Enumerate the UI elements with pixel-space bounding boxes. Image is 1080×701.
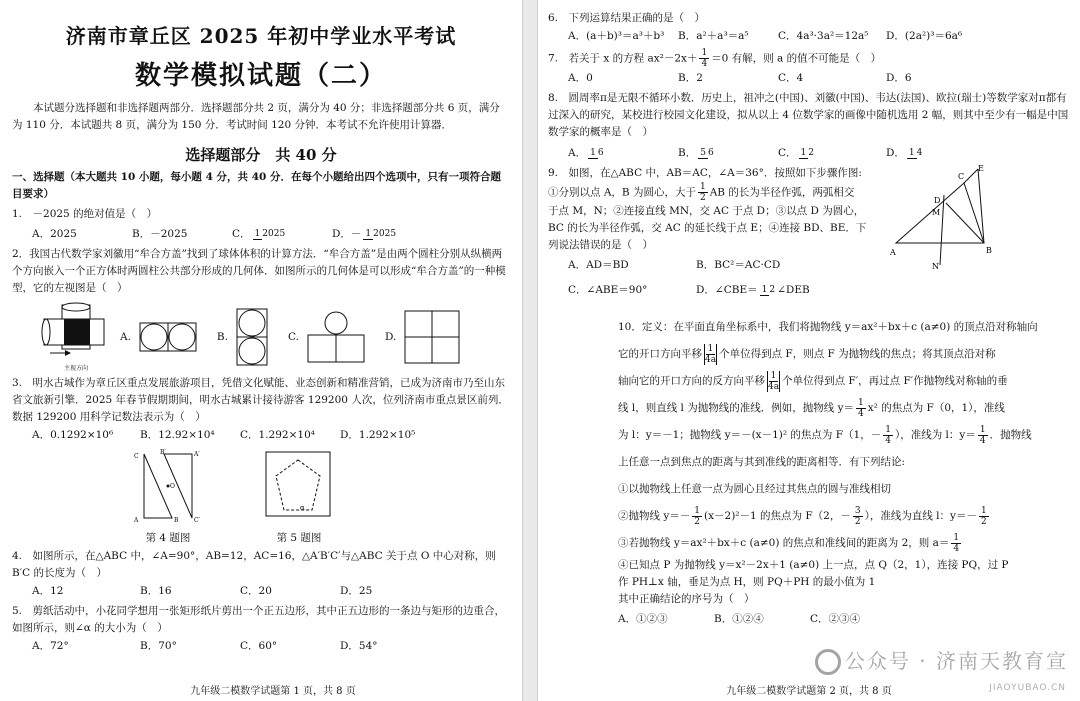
- q5-options: [12, 637, 510, 655]
- q10-conclusion-1: ①以抛物线上任意一点为圆心且经过其焦点的圆与准线相切: [618, 483, 891, 495]
- q10-block: [618, 314, 1070, 628]
- page1-footer: 九年级二模数学试题第 1 页，共 8 页: [190, 686, 356, 697]
- q2-label-c: C.: [287, 330, 299, 343]
- svg-text:M: M: [932, 208, 941, 217]
- svg-text:A: A: [890, 248, 896, 257]
- q9-option-a: A．AD＝BD: [568, 259, 629, 271]
- q4-option-a: A．12: [32, 585, 64, 597]
- q6-stem: 6. 下列运算结果正确的是（ ）: [548, 12, 706, 24]
- svg-text:D: D: [934, 196, 941, 205]
- svg-text:α: α: [300, 504, 305, 512]
- q2-option-c-figure: [307, 311, 365, 363]
- q6-option-d: D．(2a²)³＝6a⁶: [886, 30, 963, 42]
- q10-option-c: C．②③④: [810, 613, 861, 625]
- svg-text:B: B: [986, 246, 992, 255]
- exam-page-2: [538, 0, 1080, 701]
- q4-q5-figures: [12, 448, 510, 545]
- page-gutter: [522, 0, 538, 701]
- q2-label-a: A.: [120, 330, 131, 343]
- exam-subtitle: 数学模拟试题（二）: [134, 61, 387, 91]
- svg-text:E: E: [978, 165, 984, 173]
- q1-option-b: B．－2025: [132, 228, 188, 240]
- q1-option-a: A．2025: [32, 228, 77, 240]
- q8-option-c: C． 1 2: [778, 147, 815, 159]
- q3-option-b: B．12.92×10⁴: [140, 429, 215, 441]
- q10-line2: 它的开口方向平移 $\frac{1}{4a}$ 个单位得到点 F，则点 F 为抛物线的焦点；将其顶点沿对称: [618, 343, 996, 365]
- q2-model-figure: [40, 301, 112, 372]
- fig5-pentagon-diagram: [264, 448, 334, 526]
- fig4-caption: 第 4 题图: [145, 532, 191, 544]
- q3-option-d: D．1.292×10⁵: [340, 429, 416, 441]
- q9-options-2: [548, 278, 1070, 302]
- q6-options: [568, 27, 1070, 45]
- q6-option-b: B．a²＋a³＝a⁵: [678, 30, 749, 42]
- q4-stem: 4. 如图所示，在△ABC 中，∠A=90°，AB=12，AC=16，△A′B′C′与△ABC 关于点 O 中心对称，则 B′C 的长度为（ ）: [12, 550, 496, 579]
- svg-text:C′: C′: [194, 517, 200, 524]
- svg-text:B: B: [174, 517, 179, 524]
- view-direction-label: 主视方向: [63, 365, 88, 372]
- q7-option-a: A．0: [568, 72, 593, 84]
- wechat-logo-icon: [815, 649, 841, 675]
- q1-stem: 1. －2025 的绝对值是（ ）: [12, 208, 158, 220]
- q10-line6: 上任意一点到焦点的距离与其到准线的距离相等．有下列结论:: [618, 456, 906, 468]
- q10-line1: 10．定义：在平面直角坐标系中，我们将抛物线 y＝ax²＋bx＋c (a≠0) 的顶点沿对称轴向: [618, 321, 1038, 333]
- q2-label-d: D.: [384, 330, 397, 343]
- q10-options: [618, 610, 1070, 628]
- mouhe-model-diagram: [40, 301, 112, 363]
- q1-options: [12, 225, 510, 243]
- q2-option-a-figure: [139, 322, 197, 352]
- q7-option-c: C．4: [778, 72, 804, 84]
- svg-text:N: N: [932, 262, 939, 271]
- q9-block: [548, 165, 1070, 302]
- q5-option-c: C．60°: [240, 640, 278, 652]
- q7-option-b: B．2: [678, 72, 703, 84]
- q7-option-d: D．6: [886, 72, 912, 84]
- q6-option-a: A．(a＋b)³＝a³＋b³: [568, 30, 665, 42]
- q7-stem: 7. 若关于 x 的方程 ax²－2x＋ $\frac{1}{4}$ ＝0 有解，则 a 的值不可能是（ ）: [548, 48, 882, 69]
- q3-option-c: C．1.292×10⁴: [240, 429, 315, 441]
- q5-stem: 5. 剪纸活动中，小花同学想用一张矩形纸片剪出一个正五边形，其中正五边形的一条边与矩形的边重合，如图所示，则∠α 的大小为（ ）: [12, 605, 506, 634]
- q7-options: [568, 69, 1070, 87]
- fig4: [132, 448, 204, 545]
- q10-conclusion-4: ④已知点 P 为抛物线 y＝x²－2x＋1 (a≠0) 上一点，点 Q（2，1），连接 PQ，过 P 作 PH⊥x 轴，垂足为点 H，则 PQ＋PH 的最小值为 1 其中正确结论的序号为（ ）: [618, 559, 1009, 605]
- q10-option-a: A．①②③: [618, 613, 668, 625]
- q9-option-b: B．BC²＝AC·CD: [696, 259, 781, 271]
- part-heading: 一、选择题（本大题共 10 小题，每小题 4 分，共 40 分．在每个小题给出四个选项中，只有一项符合题目要求）: [12, 171, 501, 200]
- fig5-caption: 第 5 题图: [276, 532, 322, 544]
- exam-title: 济南市章丘区 2025 年初中学业水平考试: [65, 24, 457, 48]
- svg-text:C: C: [958, 172, 965, 181]
- exam-page-1: [0, 0, 522, 701]
- q10-conclusion-3: ③若抛物线 y＝ax²＋bx＋c (a≠0) 的焦点和准线间的距离为 2，则 a＝ $\frac{1}{4}$: [618, 532, 960, 554]
- q9-triangle-diagram: [888, 165, 998, 275]
- q6-option-c: C．4a³·3a²＝12a⁵: [778, 30, 869, 42]
- q1-option-d: D．－ 1 2025: [332, 228, 397, 240]
- q10-conclusion-2: ②抛物线 y＝－ $\frac{1}{2}$ (x－2)²－1 的焦点为 F（2，－ $\frac{3}{2}$ ），准线为直线 l：y＝－ $\frac{1}{2}$: [618, 505, 987, 527]
- fig4-triangles-diagram: [132, 448, 204, 526]
- watermark-url: JIAOYUBAO.CN: [989, 683, 1066, 693]
- wechat-watermark: 公众号 · 济南天教育宣: [815, 645, 1068, 676]
- exam-intro: 本试题分选择题和非选择题两部分．选择题部分共 2 页，满分为 40 分；非选择题部分共 6 页，满分为 110 分．本试题共 8 页，满分为 150 分．考试时间 120 分钟．本考试不允许使用计算器．: [12, 102, 500, 131]
- q4-options: [12, 582, 510, 600]
- q4-option-c: C．20: [240, 585, 272, 597]
- q10-line5: 为 l：y＝－1；抛物线 y＝－(x－1)² 的焦点为 F（1，－ $\frac{1}{4}$ ），准线为 l：y＝ $\frac{1}{4}$ ．抛物线: [618, 424, 1032, 446]
- svg-text:C: C: [134, 453, 139, 460]
- svg-text:B′: B′: [160, 449, 166, 456]
- q10-line3: 轴向它的开口方向的反方向平移 $\frac{1}{4a}$ 个单位得到点 F′，再过点 F′作抛物线对称轴的垂: [618, 370, 1008, 392]
- q2-figures: [12, 301, 510, 372]
- q3-option-a: A．0.1292×10⁶: [32, 429, 114, 441]
- q8-stem: 8. 圆周率π是无限不循环小数．历史上，祖冲之(中国)、刘徽(中国)、韦达(法国)、欧拉(瑞士)等数学家对π都有过深入的研究，某校进行校园文化建设，拟从以上 4 位数学家的画像中随机选用 2 幅，则其中至少有一幅是中国数学家的概率是（ ）: [548, 92, 1069, 138]
- q4-option-b: B．16: [140, 585, 172, 597]
- q2-option-d-figure: [404, 310, 460, 364]
- q10-option-b: B．①②④: [714, 613, 764, 625]
- q2-stem: 2．我国古代数学家刘徽用“牟合方盖”找到了球体体积的计算方法．“牟合方盖”是由两个圆柱分别从纵横两个方向嵌入一个正方体时两圆柱公共部分形成的几何体．如图所示的几何体是可以形成“牟合方盖”的一种模型，它的左视图是（ ）: [12, 248, 506, 294]
- svg-text:A′: A′: [194, 451, 200, 458]
- fig5: [264, 448, 334, 545]
- q10-line4: 线 l，则直线 l 为抛物线的准线．例如，抛物线 y＝ $\frac{1}{4}$ x² 的焦点为 F（0，1），准线: [618, 397, 1005, 419]
- q8-options: [568, 141, 1070, 165]
- q2-label-b: B.: [216, 330, 228, 343]
- page2-footer: 九年级二模数学试题第 2 页，共 8 页: [726, 686, 892, 697]
- q9-option-c: C．∠ABE＝90°: [568, 284, 648, 296]
- q5-option-a: A．72°: [32, 640, 69, 652]
- q8-option-d: D． 1 4: [886, 147, 923, 159]
- svg-text:O: O: [170, 483, 175, 490]
- q2-option-b-figure: [236, 308, 268, 366]
- q5-option-d: D．54°: [340, 640, 378, 652]
- q1-option-c: C． 1 2025: [232, 228, 286, 240]
- q3-stem: 3. 明水古城作为章丘区重点发展旅游项目，凭借文化赋能、业态创新和精准营销，已成为济南市乃至山东省文旅新引擎．2025 年春节假期期间，明水古城累计接待游客 129200 人次，位列济南市重点景区前列．数据 129200 用科学记数法表示为（ ）: [12, 377, 509, 423]
- q4-option-d: D．25: [340, 585, 373, 597]
- section-heading: 选择题部分 共 40 分: [185, 146, 337, 164]
- q5-option-b: B．70°: [140, 640, 177, 652]
- q3-options: [12, 426, 510, 444]
- svg-text:A: A: [134, 517, 139, 524]
- q8-option-b: B． 5 6: [678, 147, 714, 159]
- q9-stem: 9. 如图，在△ABC 中，AB＝AC，∠A＝36°．按照如下步骤作图: ①分别以点 A，B 为圆心，大于 $\frac{1}{2}$ AB 的长为半径作弧，两弧相交 于点 M，N；②连接直线 MN，交 AC 于点 D；③以点 D 为圆心， BC 的长为半径作弧，交 AC 的延长线于点 E；④连接 BD、BE．下 列说法错误的是（ ）: [548, 167, 867, 251]
- q8-option-a: A． 1 6: [568, 147, 604, 159]
- q9-option-d: D．∠CBE＝ 1 2 ∠DEB: [696, 284, 810, 296]
